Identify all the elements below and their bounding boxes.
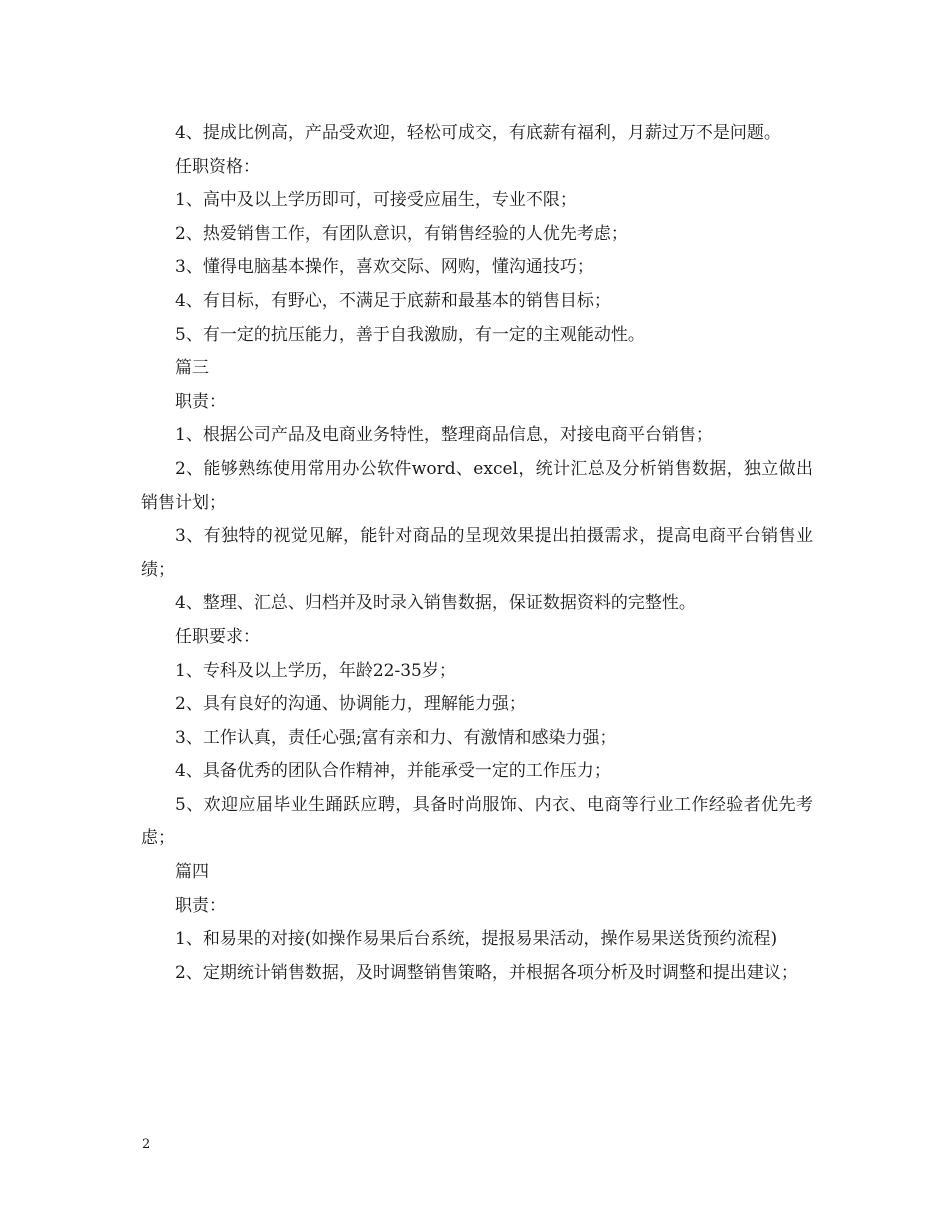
paragraph: 5、有一定的抗压能力，善于自我激励，有一定的主观能动性。: [175, 324, 645, 345]
paragraph: 4、有目标，有野心，不满足于底薪和最基本的销售目标；: [175, 290, 611, 311]
paragraph: 2、热爱销售工作，有团队意识，有销售经验的人优先考虑；: [175, 223, 628, 244]
paragraph: 2、能够熟练使用常用办公软件word、excel，统计汇总及分析销售数据，独立做出销售计划；: [141, 458, 813, 513]
paragraph: 2、具有良好的沟通、协调能力，理解能力强；: [175, 694, 526, 715]
section-heading: 篇三: [175, 358, 209, 379]
paragraph: 1、专科及以上学历，年龄22-35岁；: [175, 660, 456, 681]
document-body: [141, 117, 813, 990]
section-heading: 篇四: [175, 862, 209, 883]
paragraph: 1、根据公司产品及电商业务特性，整理商品信息，对接电商平台销售；: [175, 425, 713, 446]
paragraph: 4、具备优秀的团队合作精神，并能承受一定的工作压力；: [175, 761, 611, 782]
paragraph: 2、定期统计销售数据，及时调整销售策略，并根据各项分析及时调整和提出建议；: [175, 962, 798, 983]
page-number: 2: [142, 1137, 151, 1152]
section-label: 任职要求：: [175, 626, 260, 647]
paragraph: 5、欢迎应届毕业生踊跃应聘，具备时尚服饰、内衣、电商等行业工作经验者优先考虑；: [141, 794, 813, 849]
paragraph: 3、有独特的视觉见解，能针对商品的呈现效果提出拍摄需求，提高电商平台销售业绩；: [141, 526, 813, 580]
paragraph: 1、和易果的对接(如操作易果后台系统，提报易果活动，操作易果送货预约流程): [175, 929, 778, 950]
section-label: 任职资格：: [175, 156, 260, 177]
paragraph: 3、懂得电脑基本操作，喜欢交际、网购，懂沟通技巧；: [175, 257, 594, 278]
section-label: 职责：: [175, 391, 226, 412]
paragraph: 4、整理、汇总、归档并及时录入销售数据，保证数据资料的完整性。: [175, 593, 696, 614]
paragraph: 1、高中及以上学历即可，可接受应届生，专业不限；: [175, 190, 577, 211]
section-label: 职责：: [175, 895, 226, 916]
paragraph: 4、提成比例高，产品受欢迎，轻松可成交，有底薪有福利，月薪过万不是问题。: [175, 123, 781, 143]
paragraph: 3、工作认真，责任心强;富有亲和力、有激情和感染力强；: [175, 727, 617, 748]
